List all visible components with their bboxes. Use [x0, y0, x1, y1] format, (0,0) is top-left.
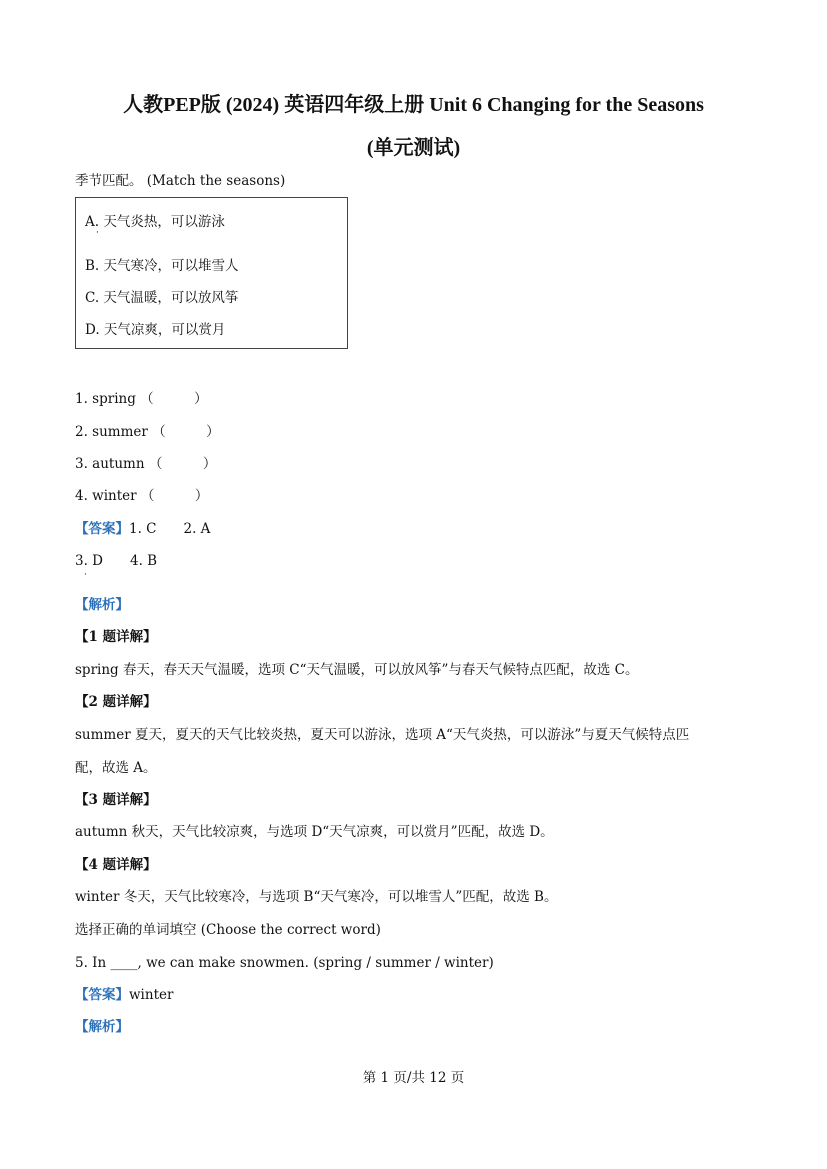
- option-d: D. 天气凉爽，可以赏月: [85, 322, 226, 338]
- analysis-label: 【解析】: [75, 597, 129, 613]
- detail-4-label: 【4 题详解】: [75, 857, 157, 873]
- detail-1-text: spring 春天，春天天气温暖，选项 C“天气温暖，可以放风筝”与春天气候特点匹配，故选 C。: [75, 662, 639, 678]
- options-box: [75, 197, 348, 349]
- answer-label: 【答案】: [75, 521, 129, 537]
- question-4: 4. winter （ ）: [75, 488, 209, 504]
- option-b: B. 天气寒冷，可以堆雪人: [85, 258, 239, 274]
- detail-4-text: winter 冬天，天气比较寒冷，与选项 B“天气寒冷，可以堆雪人”匹配，故选 B。: [75, 889, 558, 905]
- answer-row-2: 3. D 4. B: [75, 553, 158, 569]
- question-1: 1. spring （ ）: [75, 391, 208, 407]
- answer-row-1: [75, 520, 210, 538]
- section2-instruction: 选择正确的单词填空 (Choose the correct word): [75, 922, 381, 938]
- detail-1-label: 【1 题详解】: [75, 629, 157, 645]
- question-3: 3. autumn （ ）: [75, 456, 217, 472]
- answer-row-5: [75, 986, 173, 1004]
- document-title: 人教PEP版 (2024) 英语四年级上册 Unit 6 Changing for the Seasons: [123, 94, 704, 116]
- stray-dot: ·: [96, 228, 99, 238]
- answer-text-5: winter: [129, 987, 174, 1003]
- analysis-label-2: 【解析】: [75, 1019, 129, 1035]
- option-c: C. 天气温暖，可以放风筝: [85, 290, 239, 306]
- document-subtitle: (单元测试): [366, 137, 461, 159]
- detail-3-text: autumn 秋天，天气比较凉爽，与选项 D“天气凉爽，可以赏月”匹配，故选 D。: [75, 824, 554, 840]
- option-a: A. 天气炎热，可以游泳: [85, 214, 225, 230]
- detail-2-text-cont: 配，故选 A。: [75, 760, 157, 776]
- detail-2-label: 【2 题详解】: [75, 694, 157, 710]
- page-footer: 第 1 页/共 12 页: [362, 1070, 465, 1086]
- answer-label: 【答案】: [75, 987, 129, 1003]
- detail-3-label: 【3 题详解】: [75, 792, 157, 808]
- detail-2-text: summer 夏天，夏天的天气比较炎热，夏天可以游泳，选项 A“天气炎热，可以游泳”与夏天气候特点匹: [75, 727, 690, 743]
- section1-instruction: 季节匹配。 (Match the seasons): [75, 173, 286, 189]
- answer-text-1: 1. C 2. A: [129, 521, 211, 537]
- question-5: 5. In ____, we can make snowmen. (spring / summer / winter): [75, 955, 494, 971]
- stray-dot: ·: [84, 570, 87, 580]
- question-2: 2. summer （ ）: [75, 424, 220, 440]
